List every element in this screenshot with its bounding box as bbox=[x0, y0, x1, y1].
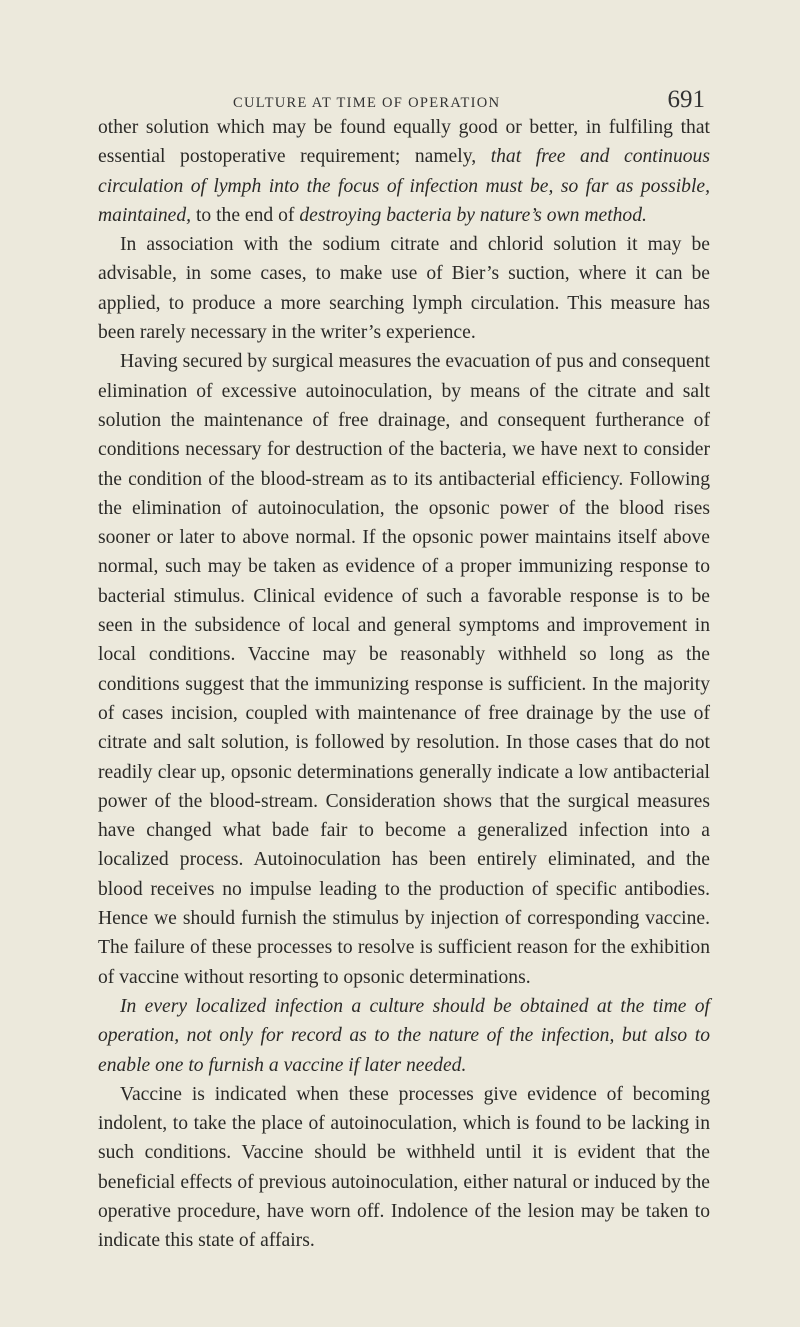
paragraph-segment-italic: destroying bacteria by nature’s own method. bbox=[299, 204, 647, 226]
paragraph bbox=[98, 113, 710, 230]
body-text bbox=[98, 113, 710, 1256]
paragraph-segment: Having secured by surgical measures the evacuation of pus and consequent elimination of excessive autoinoculation, by means of the citrate and salt solution the maintenance of free drainage, and consequent furtherance of conditions necessary for destruction of the bacteria, we have next to consider the condition of the blood-stream as to its antibacterial efficiency. Following the elimination of autoinoculation, the opsonic power of the blood rises sooner or later to above normal. If the opsonic power maintains itself above normal, such may be taken as evidence of a proper immunizing response to bacterial stimulus. Clinical evidence of such a favorable response is to be seen in the subsidence of local and general symptoms and improvement in local conditions. Vaccine may be reasonably withheld so long as the conditions suggest that the immunizing response is sufficient. In the majority of cases incision, coupled with maintenance of free drainage by the use of citrate and salt solution, is followed by resolution. In those cases that do not readily clear up, opsonic determinations generally indicate a low antibacterial power of the blood-stream. Consideration shows that the surgical measures have changed what bade fair to become a generalized infection into a localized process. Autoinoculation has been entirely eliminated, and the blood receives no impulse leading to the production of specific antibodies. Hence we should furnish the stimulus by injection of corresponding vaccine. The failure of these processes to resolve is sufficient reason for the exhibition of vaccine without resorting to opsonic determinations. bbox=[98, 351, 710, 988]
paragraph bbox=[98, 347, 710, 992]
paragraph-segment: to the end of bbox=[191, 204, 300, 226]
paragraph-segment: In association with the sodium citrate and chlorid solution it may be advisable, in some cases, to make use of Bier’s suction, where it can be applied, to produce a more searching lymph circulation. This measure has been rarely necessary in the writer’s experience. bbox=[98, 234, 710, 344]
page-number: 691 bbox=[667, 86, 705, 113]
paragraph bbox=[98, 992, 710, 1080]
running-head bbox=[233, 86, 705, 114]
paragraph-segment: other solution which may be found equally good or better, in fulfiling that essential postoperative requirement; namely, bbox=[98, 117, 710, 168]
paragraph-segment-italic: In every localized infection a culture should be obtained at the time of operation, not only for record as to the nature of the infection, but also to enable one to furnish a vaccine if later needed. bbox=[98, 995, 710, 1076]
paragraph bbox=[98, 1080, 710, 1256]
paragraph-segment-italic: that free and continuous circulation of lymph into the focus of infection must be, so far as possible, maintained, bbox=[98, 146, 710, 226]
paragraph-segment: Vaccine is indicated when these processes give evidence of becoming indolent, to take the place of autoinoculation, which is found to be lacking in such conditions. Vaccine should be withheld until it is evident that the beneficial effects of previous autoinoculation, either natural or induced by the operative procedure, have worn off. Indolence of the lesion may be taken to indicate this state of affairs. bbox=[98, 1083, 710, 1252]
running-title: CULTURE AT TIME OF OPERATION bbox=[233, 95, 501, 111]
paragraph bbox=[98, 230, 710, 347]
